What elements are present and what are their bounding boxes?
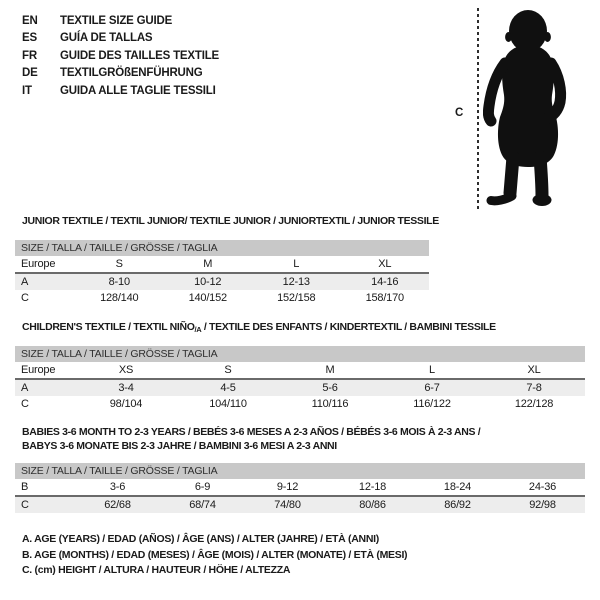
value-cell: 152/158 [277, 292, 316, 304]
title-text: CHILDREN'S TEXTILE / TEXTIL NIÑO [22, 321, 195, 333]
size-column: L [429, 364, 435, 376]
value-cell: 158/170 [365, 292, 404, 304]
value-cell: 62/68 [104, 499, 131, 511]
table-row-height [15, 497, 585, 513]
language-title-list [22, 13, 219, 100]
height-measure-label: C [455, 107, 464, 119]
lang-row-it [22, 83, 219, 100]
lang-row-de [22, 65, 219, 82]
lang-code: ES [22, 32, 37, 45]
row-label: B [21, 481, 29, 493]
lang-title: TEXTILGRÖßENFÜHRUNG [60, 67, 203, 80]
size-header-bar: SIZE / TALLA / TAILLE / GRÖSSE / TAGLIA [15, 346, 585, 362]
size-header-bar: SIZE / TALLA / TAILLE / GRÖSSE / TAGLIA [15, 240, 429, 256]
size-column: S [115, 258, 123, 270]
lang-title: GUÍA DE TALLAS [60, 32, 153, 45]
value-cell: 4-5 [220, 382, 236, 394]
row-label: C [21, 292, 29, 304]
value-cell: 14-16 [371, 276, 399, 288]
junior-size-table [15, 240, 429, 306]
table-row-age-months [15, 479, 585, 497]
value-cell: 86/92 [444, 499, 471, 511]
table-row-age [15, 380, 585, 396]
value-cell: 3-6 [109, 481, 126, 493]
row-label: Europe [21, 364, 56, 376]
value-cell: 68/74 [189, 499, 216, 511]
value-cell: 116/122 [413, 398, 451, 410]
size-column: L [293, 258, 300, 270]
value-cell: 92/98 [529, 499, 556, 511]
lang-row-fr [22, 48, 219, 65]
lang-title: TEXTILE SIZE GUIDE [60, 15, 173, 27]
value-cell: 3-4 [118, 382, 134, 394]
value-cell: 6-9 [194, 481, 211, 493]
table-row-height [15, 396, 585, 412]
value-cell: 24-36 [528, 481, 557, 493]
babies-size-table [15, 463, 585, 513]
row-label: C [21, 499, 29, 511]
row-label: A [21, 382, 29, 394]
table-row-europe [15, 362, 585, 380]
size-column: S [224, 364, 232, 376]
lang-row-es [22, 30, 219, 47]
value-cell: 122/128 [514, 398, 554, 410]
value-cell: 128/140 [100, 292, 139, 304]
value-cell: 5-6 [322, 382, 338, 394]
size-column: XL [378, 258, 392, 270]
legend-notes [22, 532, 407, 579]
junior-section-title: JUNIOR TEXTILE / TEXTIL JUNIOR/ TEXTILE JUNIOR / JUNIORTEXTIL / JUNIOR TESSILE [22, 215, 439, 227]
size-header-bar: SIZE / TALLA / TAILLE / GRÖSSE / TAGLIA [15, 463, 585, 479]
value-cell: 12-18 [358, 481, 387, 493]
note-age-months: B. AGE (MONTHS) / EDAD (MESES) / ÂGE (MOIS) / ALTER (MONATE) / ETÀ (MESI) [22, 548, 408, 561]
note-height-cm: C. (cm) HEIGHT / ALTURA / HAUTEUR / HÖHE / ALTEZZA [22, 564, 291, 577]
children-size-table [15, 346, 585, 412]
lang-code: FR [22, 49, 37, 62]
value-cell: 6-7 [424, 382, 440, 394]
row-label: A [21, 276, 29, 288]
value-cell: 98/104 [109, 398, 143, 410]
note-age-years: A. AGE (YEARS) / EDAD (AÑOS) / ÂGE (ANS) / ALTER (JAHRE) / ETÀ (ANNI) [22, 533, 379, 545]
size-column: M [325, 364, 335, 376]
table-row-europe [15, 256, 429, 274]
size-column: XL [527, 364, 541, 376]
size-column: M [203, 258, 213, 270]
value-cell: 12-13 [282, 276, 310, 288]
babies-section-title [22, 426, 582, 453]
title-subscript: /A [194, 325, 202, 334]
value-cell: 80/86 [359, 499, 386, 511]
value-cell: 7-8 [526, 382, 542, 394]
title-line-2: BABYS 3-6 MONATE BIS 2-3 JAHRE / BAMBINI 3-6 MESI A 2-3 ANNI [22, 439, 337, 452]
lang-title: GUIDE DES TAILLES TEXTILE [60, 49, 219, 62]
lang-row-en [22, 13, 219, 30]
value-cell: 18-24 [443, 481, 472, 493]
value-cell: 10-12 [194, 276, 222, 288]
children-section-title [22, 321, 496, 334]
lang-title: GUIDA ALLE TAGLIE TESSILI [60, 84, 216, 97]
table-row-age [15, 274, 429, 290]
value-cell: 140/152 [188, 292, 227, 304]
value-cell: 104/110 [209, 398, 247, 410]
value-cell: 8-10 [108, 276, 130, 288]
value-cell: 9-12 [276, 481, 299, 493]
value-cell: 110/116 [311, 398, 349, 410]
lang-code: EN [22, 15, 38, 27]
baby-silhouette-icon [483, 7, 568, 209]
row-label: Europe [21, 258, 56, 270]
value-cell: 74/80 [274, 499, 301, 511]
size-column: XS [118, 364, 134, 376]
title-line-1: BABIES 3-6 MONTH TO 2-3 YEARS / BEBÉS 3-6 MESES A 2-3 AÑOS / BÉBÉS 3-6 MOIS À 2-3 ANS / [22, 426, 481, 438]
row-label: C [21, 398, 29, 410]
lang-code: DE [22, 67, 38, 80]
table-row-height [15, 290, 429, 306]
lang-code: IT [22, 84, 32, 97]
title-text: / TEXTILE DES ENFANTS / KINDERTEXTIL / BAMBINI TESSILE [201, 321, 496, 333]
height-reference-dashed-line [477, 8, 479, 209]
